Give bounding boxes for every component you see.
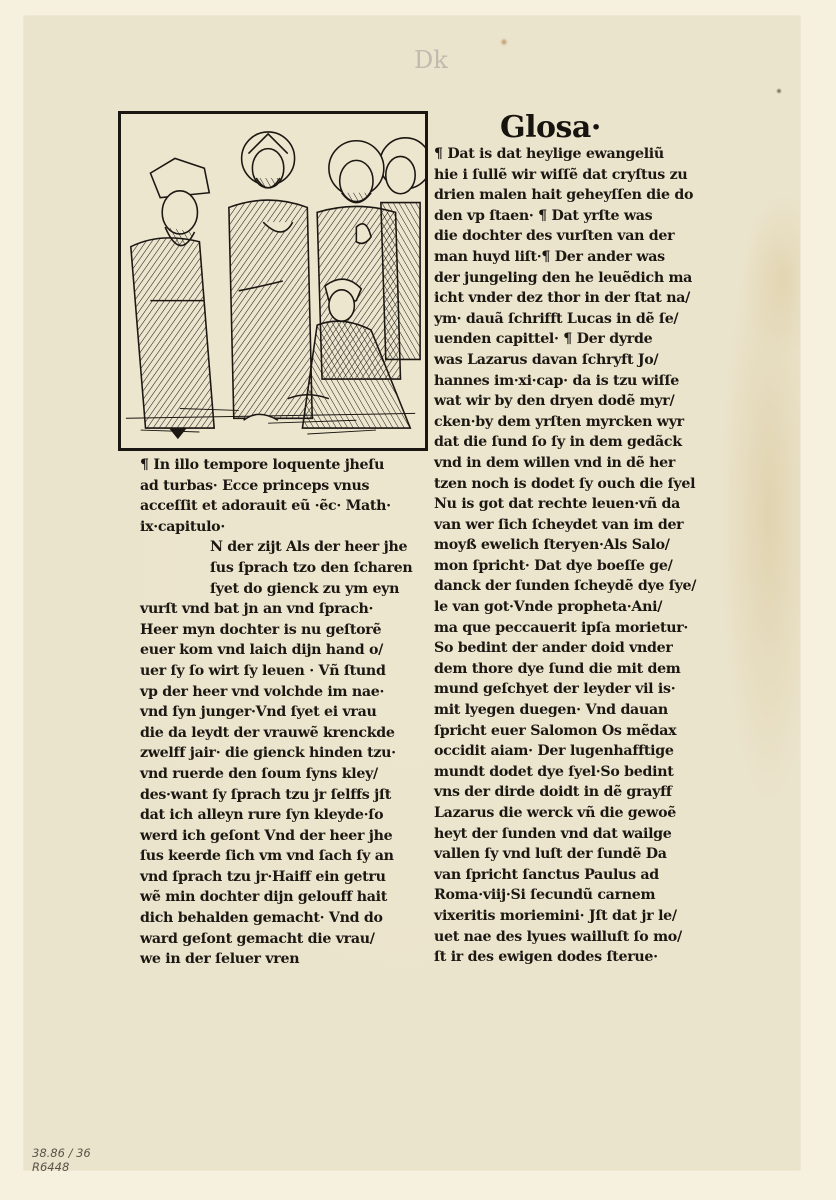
gospel-line: wẽ min dochter dijn gelouff hait [140,889,387,906]
glosa-line: cken·by dem yrſten myrcken wyr [434,413,684,430]
gospel-line: ward geſont gemacht die vrau/ [140,930,375,947]
glosa-line: hannes im·xi·cap· da is tzu wiſſe [434,372,680,389]
glosa-line: mit lyegen duegen· Vnd dauan [434,702,668,719]
latin-incipit-line: ad turbas· Ecce princeps vnus [140,477,370,494]
gospel-line: vnd ſyn junger·Vnd ſyet ei vrau [140,704,377,721]
glosa-line: vallen ſy vnd luſt der ſundẽ Da [434,846,667,863]
gospel-line: uer ſy ſo wirt ſy leuen · Vñ ſtund [140,662,386,679]
latin-incipit-line: ix·capitulo· [140,518,225,535]
glosa-line: uet nae des lyues wailluſt ſo mo/ [434,928,682,945]
glosa-line: danck der ſunden ſcheydẽ dye ſye/ [434,578,697,595]
glosa-line: die dochter des vurſten van der [434,228,675,245]
glosa-line: ſt ir des ewigen dodes ſterue· [434,949,658,966]
glosa-line: van wer ſich ſcheydet van im der [434,516,684,533]
gospel-line: vurſt vnd bat jn an vnd ſprach· [140,601,374,618]
gospel-line: Heer myn dochter is nu geſtorẽ [140,621,382,638]
gospel-line: euer kom vnd laich dijn hand o/ [140,642,384,659]
glosa-line: vnd in dem willen vnd in dẽ her [434,454,676,471]
glosa-line: moyß ewelich ſterуen·Als Salo/ [434,537,670,554]
gospel-line: werd ich geſont Vnd der heer jhe [140,827,393,844]
glosa-line: van ſpricht ſanctus Paulus ad [434,866,659,883]
gospel-line: zwelff jair· die gienck hinden tzu· [140,745,396,762]
woodcut-scene-icon [121,114,425,448]
glosa-line: ¶ Dat is dat heylige ewangeliũ [434,146,664,162]
glosa-line: Nu is got dat rechte leuen·vñ da [434,496,681,513]
glosa-line: uenden capittel· ¶ Der dyrde [434,331,653,348]
glosa-line: occidit aiam· Der lugenhafftige [434,743,674,760]
glosa-line: den vp ſtaen· ¶ Dat yrſte was [434,207,653,224]
glosa-line: dat die ſund ſo ſy in dem gedãck [434,434,682,451]
gospel-indented-line: N der zijt Als der heer jhe [210,539,408,556]
glosa-line: tzen noch is dodet ſy ouch die ſyel [434,475,696,492]
glosa-line: So bedint der ander doid vnder [434,640,673,657]
glosa-line: mon ſpricht· Dat dye boeſſe ge/ [434,557,673,574]
glosa-line: Lazarus die werck vñ die gewoẽ [434,805,676,821]
glosa-line: vixeritis moriemini· Jſt dat jr le/ [434,907,677,924]
glosa-line: icht vnder dez thor in der ſtat na/ [434,290,690,307]
glosa-line: le van got·Vnde propheta·Ani/ [434,599,663,616]
gospel-line: die da leydt der vrauwẽ krenckde [140,724,395,741]
gospel-indented-line: ſyet do gienck zu ym eyn [210,580,400,597]
glosa-line: mund geſchyet der leyder vil is· [434,681,676,698]
glosa-column [434,144,696,968]
gospel-line: ſus keerde ſich vm vnd ſach ſy an [140,848,394,865]
gospel-line: we in der ſeluer vren [140,951,300,968]
glosa-line: ma que peccauerit ipſa morietur· [434,619,689,636]
gospel-line: dich behalden gemacht· Vnd do [140,910,383,927]
glosa-line: vns der dirde doidt in dẽ grayff [434,784,672,801]
reference-number: R6448 [32,1160,70,1174]
gospel-line: vp der heer vnd volchde im nae· [140,683,385,700]
gospel-line: vnd ruerde den ſoum ſyns kley/ [140,765,378,782]
glosa-line: hie i ſullẽ wir wiſſẽ dat cryſtus zu [434,166,688,183]
glosa-line: man huyd liſt·¶ Der ander was [434,248,665,265]
glosa-line: mundt dodet dye ſyel·So bedint [434,763,674,780]
glosa-line: Roma·viij·Si ſecundũ carnem [434,887,656,904]
gospel-column [140,455,412,970]
glosa-heading: Glosa· [500,110,601,145]
glosa-line: heyt der ſunden vnd dat wailge [434,825,672,842]
glosa-line: was Lazarus davan ſchryft Jo/ [434,351,659,368]
glosa-line: ſpricht euer Salomon Os mẽdax [434,722,677,739]
glosa-line: wat wir by den dryen dodẽ myr/ [434,393,675,410]
accession-number: 38.86 / 36 [32,1146,91,1160]
gospel-indented-line: ſus ſprach tzo den ſcharen [210,559,413,576]
inventory-number [32,1146,91,1174]
gospel-line: des·want ſy ſprach tzu jr ſelffs jſt [140,786,392,803]
glosa-line: dem thore dye ſund die mit dem [434,660,681,677]
faint-stamp-mark: Dk [414,46,448,74]
glosa-line: der jungeling den he leuẽdich ma [434,269,693,286]
gospel-line: dat ich alleyn rure ſyn kleyde·ſo [140,807,384,824]
woodcut-illustration [118,111,428,451]
glosa-line: ym· dauã ſchrifft Lucas in dẽ ſe/ [434,310,679,327]
latin-incipit-line: acceſſit et adorauit eũ ·ẽc· Math· [140,498,391,515]
gospel-line: vnd ſprach tzu jr·Haiff ein getru [140,868,386,885]
glosa-line: drien malen hait geheyſſen die do [434,187,694,204]
latin-incipit-line: ¶ In illo tempore loquente jheſu [140,457,385,473]
